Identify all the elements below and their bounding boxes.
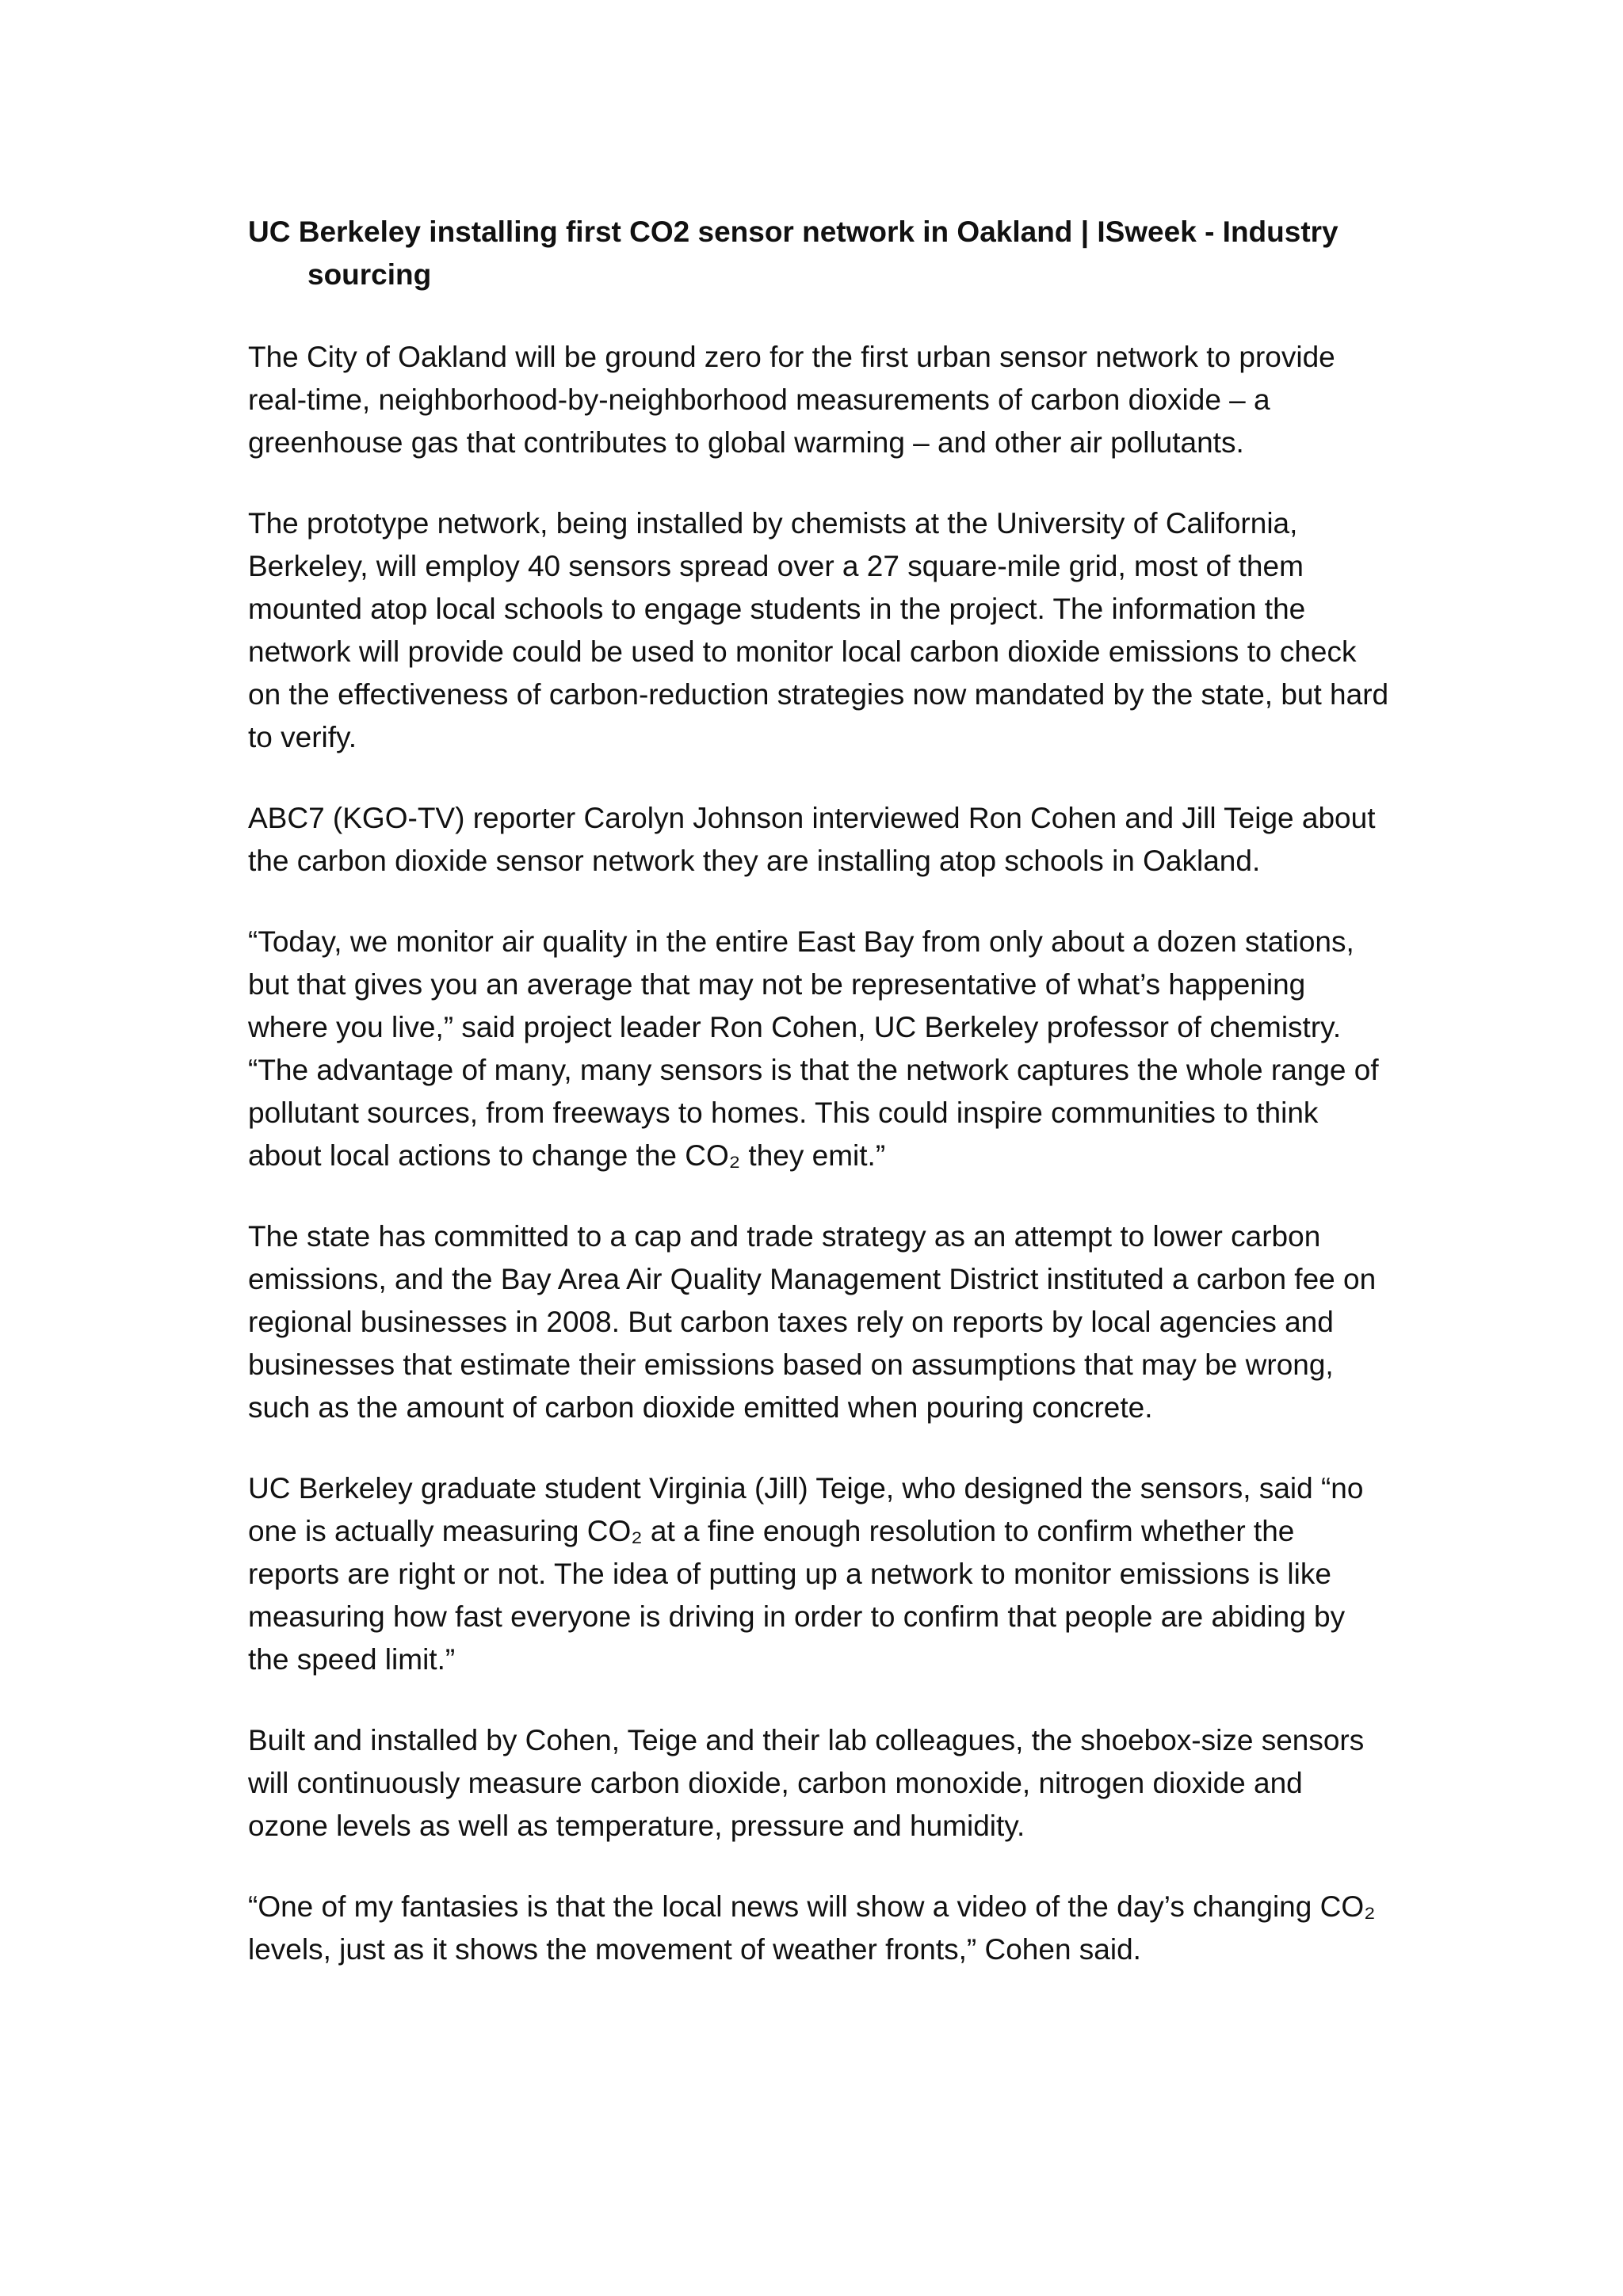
paragraph-5: The state has committed to a cap and trade strategy as an attempt to lower carbon emissions, and the Bay Area Air Quality Management District instituted a carbon fee on regional businesses in 2008. But carbon taxes rely on reports by local agencies and businesses that estimate their emissions based on assumptions that may be wrong, such as the amount of carbon dioxide emitted when pouring concrete. [248,1220,1377,1424]
paragraph-4: “Today, we monitor air quality in the entire East Bay from only about a dozen stations, but that gives you an average that may not be representative of what’s happening where you live,” said project leader Ron Cohen, UC Berkeley professor of chemistry. “The advantage of many, many sensors is that the network captures the whole range of pollutant sources, from freeways to homes. This could inspire communities to think about local actions to change the CO₂ they emit.” [248,925,1379,1172]
paragraph-2: The prototype network, being installed by chemists at the University of California, Berkeley, will employ 40 sensors spread over a 27 square-mile grid, most of them mounted atop local schools to engage students in the project. The information the network will provide could be used to monitor local carbon dioxide emissions to check on the effectiveness of carbon-reduction strategies now mandated by the state, but hard to verify. [248,507,1389,753]
paragraph-8: “One of my fantasies is that the local news will show a video of the day’s changing CO₂ levels, just as it shows the movement of weather fronts,” Cohen said. [248,1890,1376,1966]
paragraph-6: UC Berkeley graduate student Virginia (Jill) Teige, who designed the sensors, said “no one is actually measuring CO₂ at a fine enough resolution to confirm whether the reports are right or not. The idea of putting up a network to monitor emissions is like measuring how fast everyone is driving in order to confirm that people are abiding by the speed limit.” [248,1472,1364,1676]
paragraph-1: The City of Oakland will be ground zero for the first urban sensor network to provide real-time, neighborhood-by-neighborhood measurements of carbon dioxide – a greenhouse gas that contributes to global warming – and other air pollutants. [248,341,1335,459]
article-title: UC Berkeley installing first CO2 sensor network in Oakland | ISweek - Industry sourcing [248,215,1338,291]
paragraph-7: Built and installed by Cohen, Teige and their lab colleagues, the shoebox-size sensors will continuously measure carbon dioxide, carbon monoxide, nitrogen dioxide and ozone levels as well as temperature, pressure and humidity. [248,1724,1365,1842]
paragraph-3: ABC7 (KGO-TV) reporter Carolyn Johnson interviewed Ron Cohen and Jill Teige about the carbon dioxide sensor network they are installing atop schools in Oakland. [248,802,1376,877]
document-page [248,211,1389,2009]
